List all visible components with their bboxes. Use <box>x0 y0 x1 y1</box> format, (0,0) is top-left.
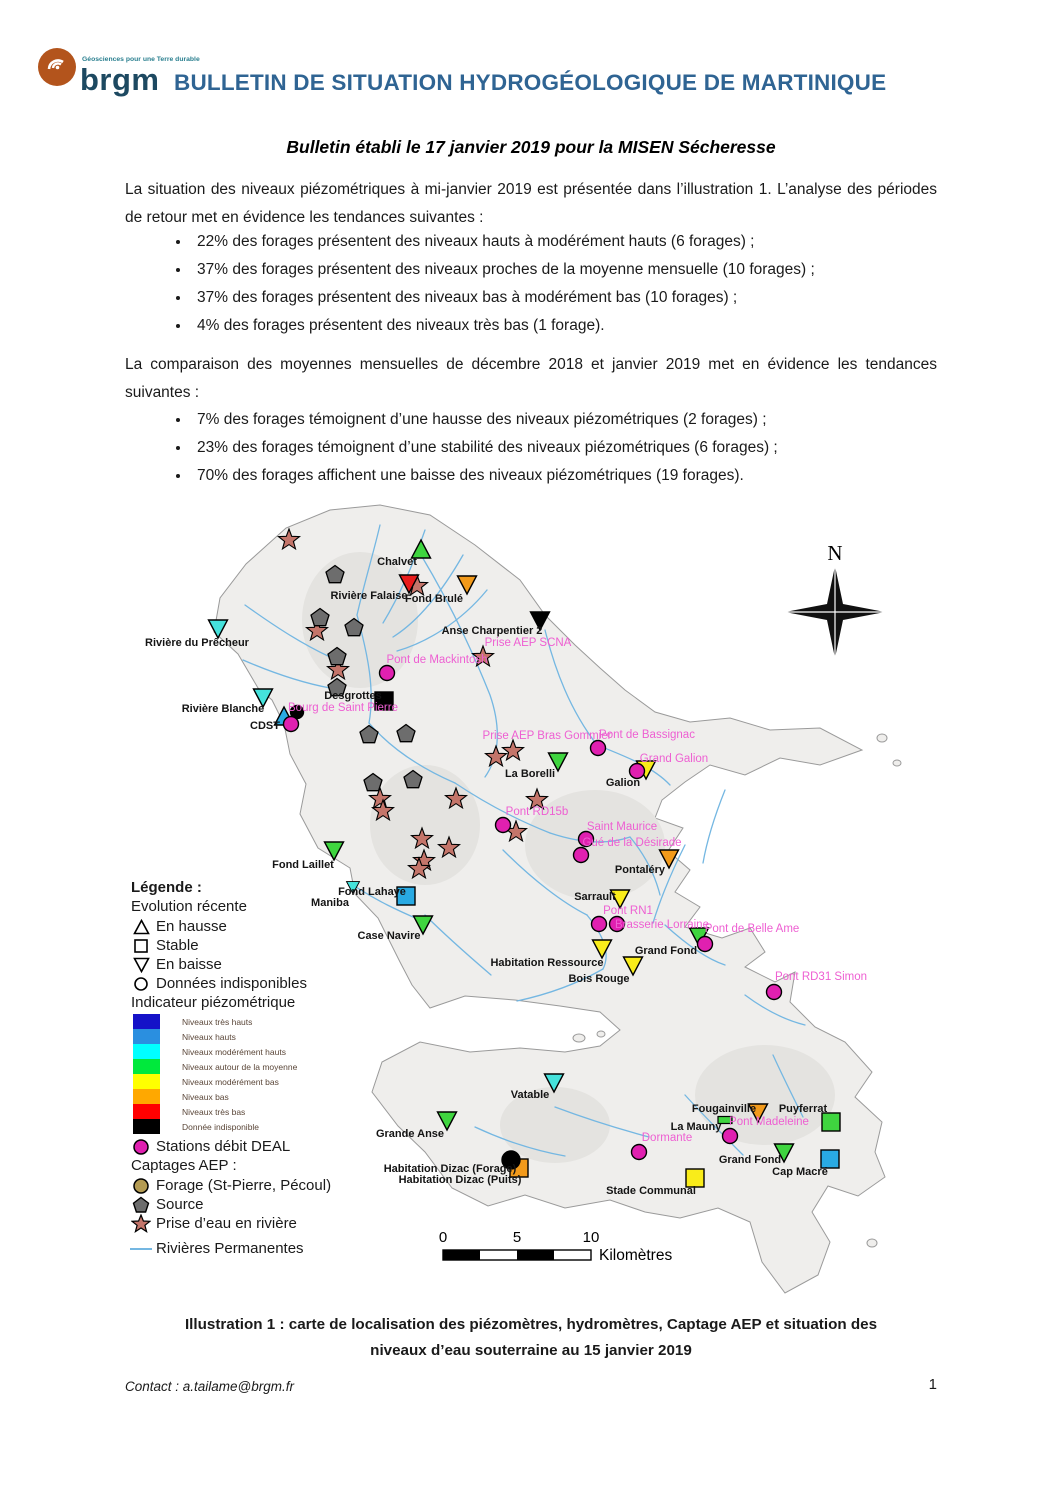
star-icon <box>131 1215 151 1233</box>
swatch-row <box>133 1104 381 1119</box>
brgm-logo-icon <box>38 48 76 86</box>
compass-north-label: N <box>827 541 843 565</box>
swatch-row <box>133 1059 381 1074</box>
legend-item-prise-eau <box>131 1214 381 1233</box>
map-label-station: Pont Madeleine <box>729 1116 809 1128</box>
map-label-station: Gué de la Désirade <box>582 837 682 849</box>
indicator-swatches <box>133 1014 381 1134</box>
legend-item-label: En baisse <box>156 956 222 973</box>
legend-item-label: Rivières Permanentes <box>156 1240 304 1257</box>
legend-item-baisse <box>131 955 381 974</box>
map-label-place: Rivière Blanche <box>181 703 265 715</box>
map-label-place: Bois Rouge <box>568 973 630 985</box>
caption-line2: niveaux d’eau souterraine au 15 janvier 2019 <box>370 1342 692 1359</box>
map-label-place: Maniba <box>311 897 349 909</box>
color-swatch <box>133 1119 160 1134</box>
map-label-station: Pont RN1 <box>603 905 653 917</box>
bullet-item: • 22% des forages présentent des niveaux hauts à modérément hauts (6 forages) ; <box>191 232 1003 252</box>
map-label-place: Grande Anse <box>375 1128 445 1140</box>
brgm-logo <box>38 46 200 106</box>
bulletin-subtitle: Bulletin établi le 17 janvier 2019 pour la MISEN Sécheresse <box>286 137 776 157</box>
map-label-station: Prise AEP Bras Gommier <box>482 730 612 742</box>
map-label-place: Habitation Ressource <box>490 957 604 969</box>
color-swatch <box>133 1089 160 1104</box>
marker-circle <box>496 818 511 833</box>
legend-title: Légende : <box>131 879 202 896</box>
comparison-bullet-list <box>125 410 1003 494</box>
swatch-label: Niveaux autour de la moyenne <box>182 1061 298 1072</box>
swatch-label: Niveaux très hauts <box>182 1016 253 1027</box>
footer-contact: Contact : a.tailame@brgm.fr <box>125 1379 295 1394</box>
map-label-place: Chalvet <box>377 556 417 568</box>
forage-circle-icon <box>131 1177 151 1195</box>
map-label-place: Galion <box>605 777 641 789</box>
map-label-place: Vatable <box>510 1089 550 1101</box>
map-label-place: Case Navire <box>357 930 421 942</box>
map-label-station: Pont RD31 Simon <box>774 971 868 983</box>
map-label-place: Rivière Falaise <box>330 590 408 602</box>
legend-item-label: En hausse <box>156 918 227 935</box>
triangle-up-icon <box>131 918 151 936</box>
map-label-station: Bourg de Saint Pierre <box>288 702 398 714</box>
color-swatch <box>133 1074 160 1089</box>
bullet-item: • 7% des forages témoignent d’une hausse des niveaux piézométriques (2 forages) ; <box>191 410 1003 430</box>
scale-bar <box>439 1229 673 1264</box>
map-label-place: La Borelli <box>504 768 556 780</box>
marker-circle <box>380 666 395 681</box>
legend-item-forage <box>131 1176 381 1195</box>
scale-tick-0: 0 <box>438 1229 448 1246</box>
marker-circle <box>698 937 713 952</box>
swatch-label: Niveaux très bas <box>182 1106 246 1117</box>
map-label-place: Stade Communal <box>606 1185 696 1197</box>
square-icon <box>131 937 151 955</box>
swatch-label: Niveaux modérément bas <box>182 1076 279 1087</box>
map-label-place: Habitation Dizac (Puits) <box>398 1174 522 1186</box>
map-label-place: Grand Fond <box>634 945 698 957</box>
marker-circle <box>767 985 782 1000</box>
color-swatch <box>133 1014 160 1029</box>
legend-captages-title: Captages AEP : <box>131 1157 237 1174</box>
color-swatch <box>133 1104 160 1119</box>
legend-evolution-title: Evolution récente <box>131 898 247 915</box>
map-label-station: Brasserie Lorraine <box>615 919 709 931</box>
bullet-item: • 70% des forages affichent une baisse des niveaux piézométriques (19 forages). <box>191 466 1003 486</box>
legend-item-label: Stations débit DEAL <box>156 1138 291 1155</box>
map-label-place: Anse Charpentier 2 <box>441 625 543 637</box>
comparison-paragraph: La comparaison des moyennes mensuelles de décembre 2018 et janvier 2019 met en évidence les tendances suivantes : <box>125 356 937 401</box>
intro-bullet-list <box>125 232 1003 344</box>
legend-item-source <box>131 1195 381 1214</box>
bullet-item: • 37% des forages présentent des niveaux proches de la moyenne mensuelle (10 forages) ; <box>191 260 1003 280</box>
map-label-station: Pont de Mackintosh <box>386 654 488 666</box>
scale-unit-label: Kilomètres <box>599 1247 673 1264</box>
map-legend <box>131 879 381 1258</box>
color-swatch <box>133 1044 160 1059</box>
map-label-station: Pont de Bassignac <box>599 729 695 741</box>
bullet-item: • 4% des forages présentent des niveaux très bas (1 forage). <box>191 316 1003 336</box>
marker-circle <box>284 717 299 732</box>
scale-tick-5: 5 <box>512 1229 522 1246</box>
map-label-station: Prise AEP SCNA <box>484 637 572 649</box>
map-label-place: La Mauny <box>670 1121 722 1133</box>
map-label-place: Sarrault <box>574 891 616 903</box>
color-swatch <box>133 1029 160 1044</box>
marker-square <box>822 1113 840 1131</box>
map-label-place: Fond Lahaye <box>338 886 406 898</box>
map-label-place: Fougainville <box>691 1103 757 1115</box>
marker-circle <box>632 1145 647 1160</box>
map-label-place: Habitation Dizac (Forage) <box>383 1163 517 1175</box>
legend-item-rivieres <box>131 1239 381 1258</box>
illustration-caption <box>125 1312 937 1364</box>
bullet-item: • 23% des forages témoignent d’une stabilité des niveaux piézométriques (6 forages) ; <box>191 438 1003 458</box>
marker-circle <box>591 741 606 756</box>
swatch-label: Donnée indisponible <box>182 1121 260 1132</box>
station-circle-icon <box>131 1138 151 1156</box>
map-label-place: Rivière du Prêcheur <box>145 637 249 649</box>
legend-item-label: Stable <box>156 937 199 954</box>
legend-item-label: Source <box>156 1196 204 1213</box>
map-label-place: Pontaléry <box>614 864 666 876</box>
legend-item-label: Forage (St-Pierre, Pécoul) <box>156 1177 332 1194</box>
swatch-row <box>133 1014 381 1029</box>
legend-item-stable <box>131 936 381 955</box>
map-label-place: Fond Brulé <box>404 593 464 605</box>
map-label-place: Cap Macré <box>772 1166 828 1178</box>
swatch-row <box>133 1044 381 1059</box>
swatch-label: Niveaux hauts <box>182 1031 236 1042</box>
swatch-row <box>133 1089 381 1104</box>
marker-circle <box>592 917 607 932</box>
swatch-row <box>133 1119 381 1134</box>
logo-wordmark: brgm <box>80 62 160 97</box>
marker-circle <box>723 1129 738 1144</box>
map-label-station: Grand Galion <box>639 753 709 765</box>
river-line-icon <box>131 1240 151 1258</box>
legend-item-stations-deal <box>131 1137 381 1156</box>
map-label-place: Grand Fond <box>718 1154 782 1166</box>
swatch-row <box>133 1029 381 1044</box>
triangle-down-icon <box>131 956 151 974</box>
swatch-row <box>133 1074 381 1089</box>
logo-tagline: Géosciences pour une Terre durable <box>82 56 200 63</box>
map-label-place: CDST <box>250 720 280 732</box>
legend-item-label: Données indisponibles <box>156 975 307 992</box>
map-label-station: Pont de Belle Ame <box>704 923 800 935</box>
intro-paragraph: La situation des niveaux piézométriques à mi-janvier 2019 est présentée dans l’illustration 1. L’analyse des périodes de retour met en évidence les tendances suivantes : <box>125 181 937 226</box>
pentagon-icon <box>131 1196 151 1214</box>
legend-item-hausse <box>131 917 381 936</box>
page-title: BULLETIN DE SITUATION HYDROGÉOLOGIQUE DE MARTINIQUE <box>174 70 887 95</box>
bullet-item: • 37% des forages présentent des niveaux bas à modérément bas (10 forages) ; <box>191 288 1003 308</box>
map-label-place: Fond Laillet <box>272 859 334 871</box>
map-label-place: Puyferrat <box>778 1103 828 1115</box>
caption-line1: Illustration 1 : carte de localisation des piézomètres, hydromètres, Captage AEP et situation des <box>184 1316 878 1333</box>
swatch-label: Niveaux modérément hauts <box>182 1046 286 1057</box>
legend-indicator-title: Indicateur piézométrique <box>131 994 296 1011</box>
compass-rose-icon <box>785 541 885 658</box>
legend-item-indisponible <box>131 974 381 993</box>
martinique-map <box>125 495 955 1295</box>
map-label-place: Desgrottes <box>324 690 382 702</box>
page-number: 1 <box>928 1376 937 1393</box>
map-label-station: Dormante <box>641 1132 693 1144</box>
marker-circle <box>574 848 589 863</box>
map-label-station: Saint Maurice <box>586 821 658 833</box>
swatch-label: Niveaux bas <box>182 1091 229 1102</box>
river-path <box>703 790 725 863</box>
scale-tick-10: 10 <box>582 1229 600 1246</box>
circle-icon <box>131 975 151 993</box>
color-swatch <box>133 1059 160 1074</box>
map-label-station: Pont RD15b <box>505 806 569 818</box>
legend-item-label: Prise d’eau en rivière <box>156 1215 297 1232</box>
